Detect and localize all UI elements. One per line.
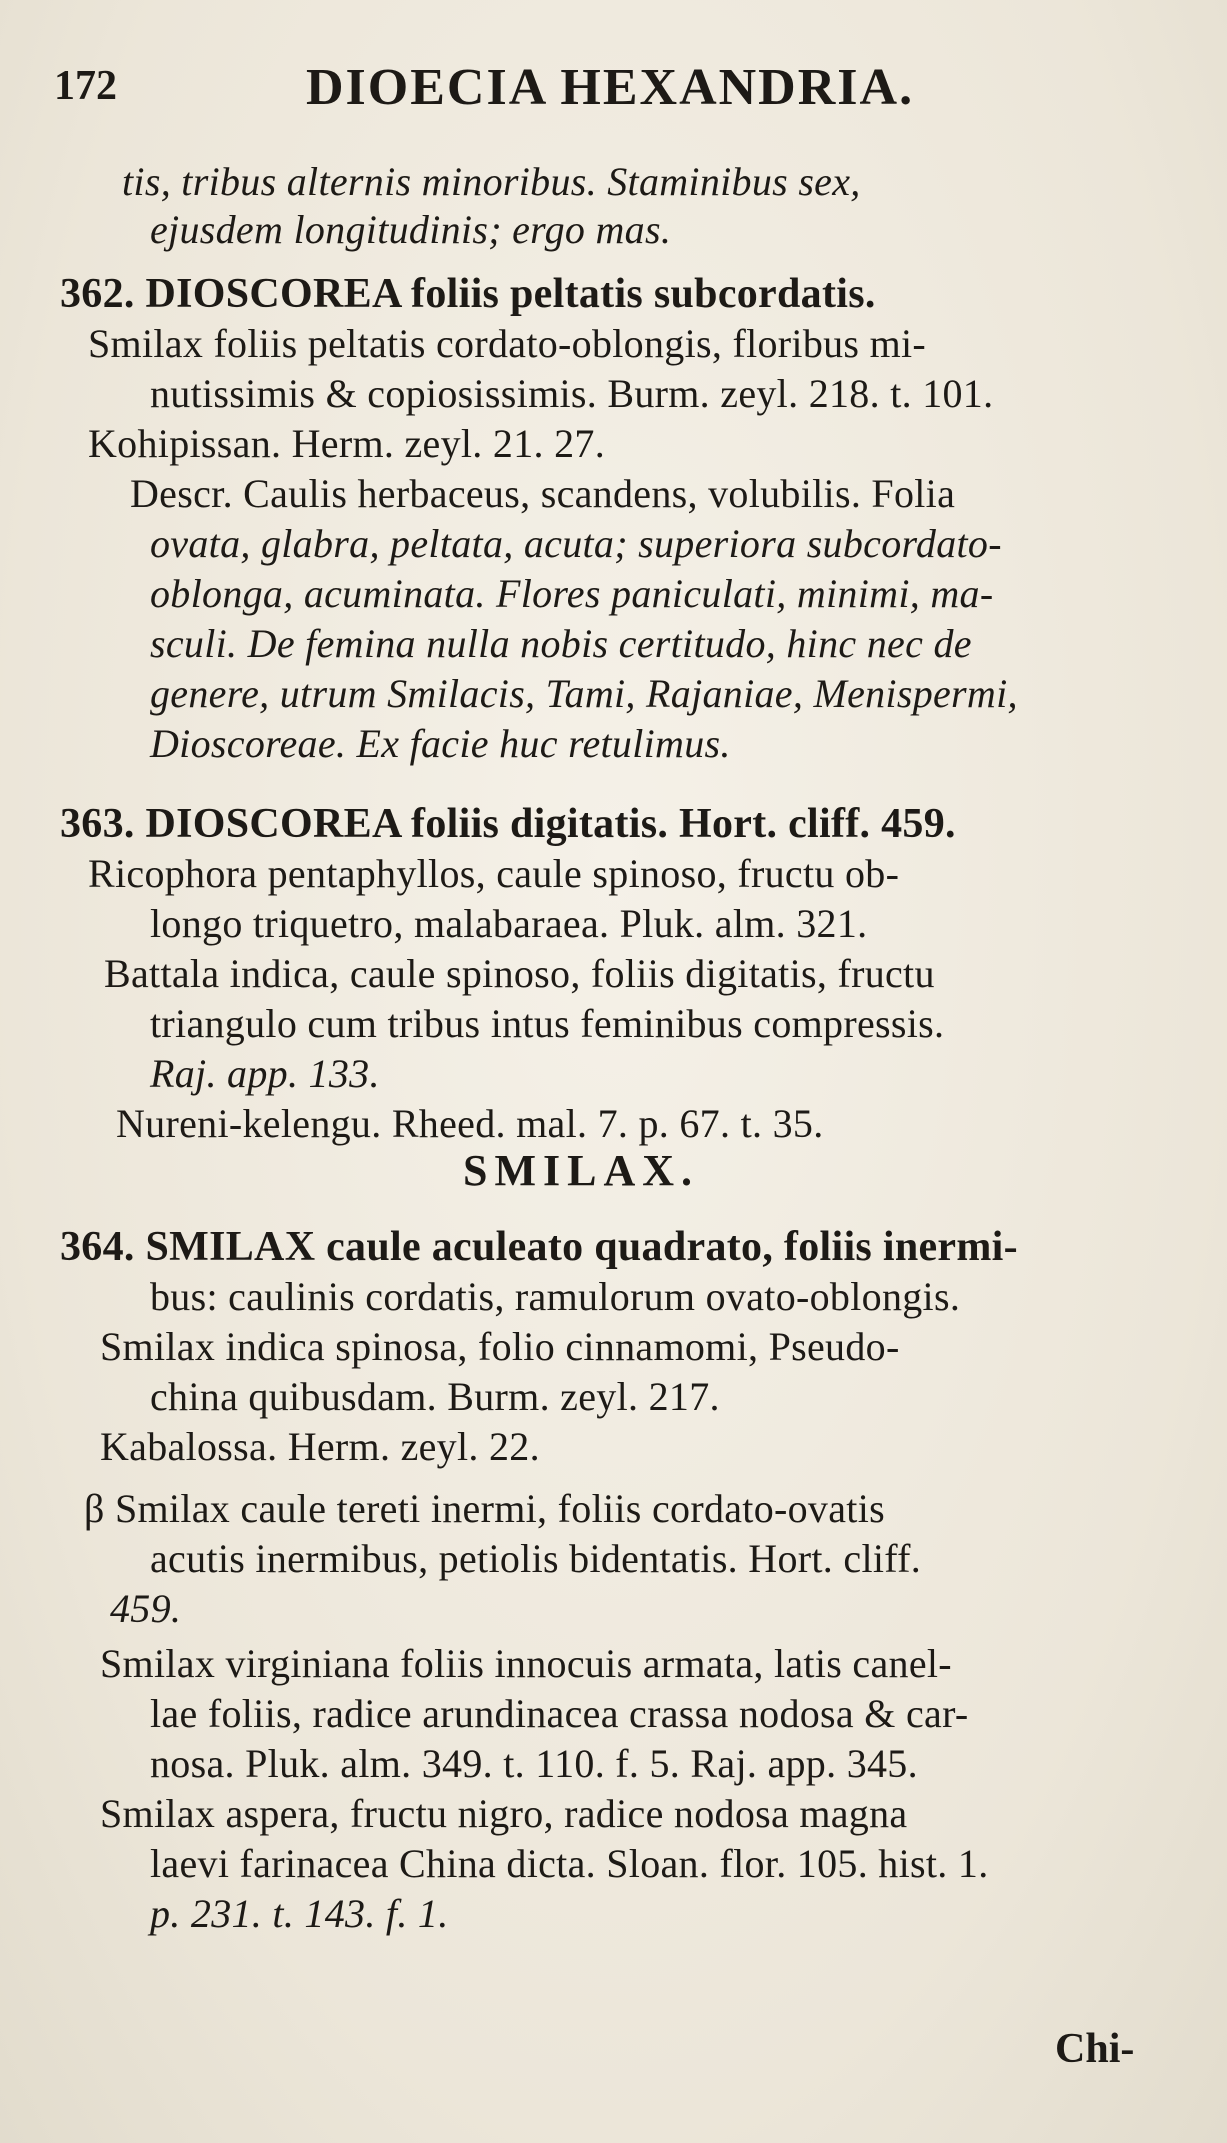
text-line: nosa. Pluk. alm. 349. t. 110. f. 5. Raj. app. 345. xyxy=(150,1741,918,1786)
text-line: china quibusdam. Burm. zeyl. 217. xyxy=(150,1374,720,1419)
text-line: genere, utrum Smilacis, Tami, Rajaniae, Menispermi, xyxy=(150,671,1018,716)
text-line: acutis inermibus, petiolis bidentatis. Hort. cliff. xyxy=(150,1536,922,1581)
text-line: Nureni-kelengu. Rheed. mal. 7. p. 67. t. 35. xyxy=(116,1101,824,1146)
text-line: Battala indica, caule spinoso, foliis digitatis, fructu xyxy=(104,951,935,996)
text-line: Dioscoreae. Ex facie huc retulimus. xyxy=(150,721,731,766)
entry-364-heading: 364. SMILAX caule aculeato quadrato, foliis inermi- xyxy=(60,1224,1018,1270)
text-line: bus: caulinis cordatis, ramulorum ovato-oblongis. xyxy=(150,1274,961,1319)
catchword: Chi- xyxy=(1055,2026,1135,2072)
text-line: β Smilax caule tereti inermi, foliis cordato-ovatis xyxy=(84,1486,885,1531)
text-line: oblonga, acuminata. Flores paniculati, minimi, ma- xyxy=(150,571,994,616)
text-line: laevi farinacea China dicta. Sloan. flor. 105. hist. 1. xyxy=(150,1841,989,1886)
text-line: Ricophora pentaphyllos, caule spinoso, fructu ob- xyxy=(88,851,900,896)
text-line: Kabalossa. Herm. zeyl. 22. xyxy=(100,1424,540,1469)
text-line: lae foliis, radice arundinacea crassa nodosa & car- xyxy=(150,1691,969,1736)
text-line: Smilax virginiana foliis innocuis armata, latis canel- xyxy=(100,1641,952,1686)
text-line: tis, tribus alternis minoribus. Staminibus sex, xyxy=(122,159,861,204)
text-line: Smilax indica spinosa, folio cinnamomi, Pseudo- xyxy=(100,1324,900,1369)
text-line: nutissimis & copiosissimis. Burm. zeyl. 218. t. 101. xyxy=(150,371,994,416)
text-line: longo triquetro, malabaraea. Pluk. alm. 321. xyxy=(150,901,868,946)
text-line: Smilax foliis peltatis cordato-oblongis, floribus mi- xyxy=(88,321,927,366)
running-header: DIOECIA HEXANDRIA. xyxy=(306,59,915,116)
text-line: Descr. Caulis herbaceus, scandens, volubilis. Folia xyxy=(130,471,956,516)
entry-363-heading: 363. DIOSCOREA foliis digitatis. Hort. cliff. 459. xyxy=(60,801,956,847)
text-line: ovata, glabra, peltata, acuta; superiora subcordato- xyxy=(150,521,1002,566)
genus-section-title: SMILAX. xyxy=(463,1146,700,1195)
text-line: ejusdem longitudinis; ergo mas. xyxy=(150,207,672,252)
text-line: triangulo cum tribus intus feminibus compressis. xyxy=(150,1001,945,1046)
text-line: Smilax aspera, fructu nigro, radice nodosa magna xyxy=(100,1791,908,1836)
entry-362-heading: 362. DIOSCOREA foliis peltatis subcordatis. xyxy=(60,271,876,317)
text-line: Raj. app. 133. xyxy=(150,1051,380,1096)
text-line: p. 231. t. 143. f. 1. xyxy=(150,1891,449,1936)
text-line: sculi. De femina nulla nobis certitudo, hinc nec de xyxy=(150,621,972,666)
text-line: Kohipissan. Herm. zeyl. 21. 27. xyxy=(88,421,605,466)
text-line: 459. xyxy=(110,1586,182,1631)
page-number: 172 xyxy=(54,63,117,109)
